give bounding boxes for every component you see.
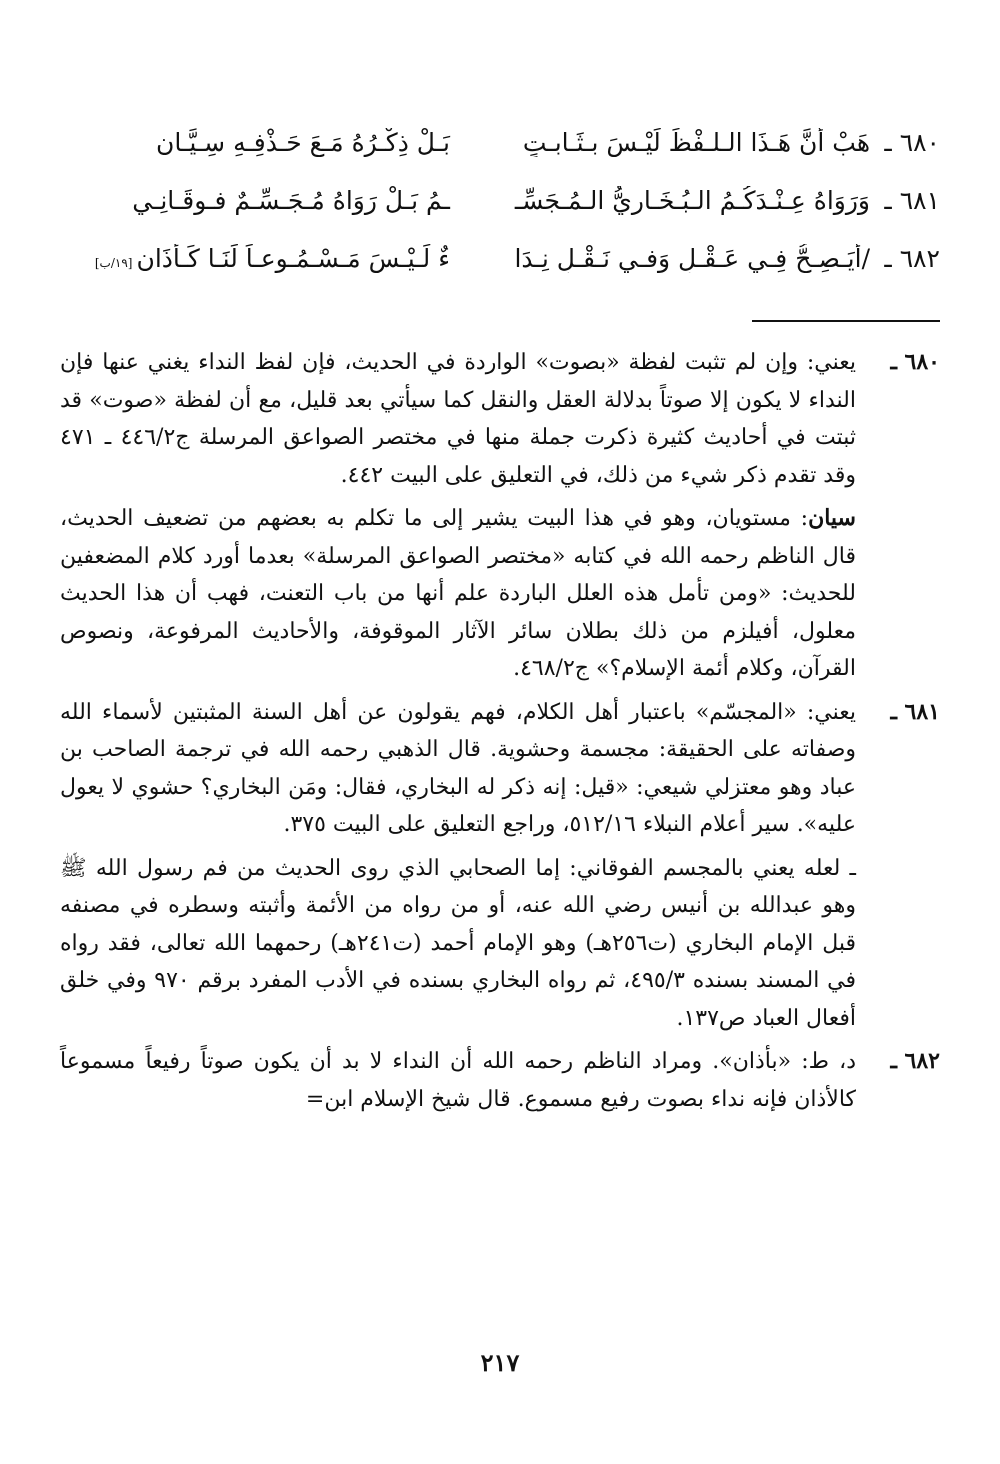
poem-verses	[50, 128, 940, 302]
verse-second-hemistich: ـمُ بَـلْ رَوَاهُ مُـجَـسِّـمٌ فـوقَـانِـي	[132, 186, 450, 215]
note-text: د، ط: «بأذان». ومراد الناظم رحمه الله أن النداء لا بد أن يكون صوتاً رفيعاً مسموعاً كالأذان فإنه نداء بصوت رفيع مسموع. قال شيخ الإسلام ابن=	[60, 1049, 856, 1112]
verse-first-hemistich: وَرَوَاهُ عِـنْـدَكُـمُ الـبُـخَـارِيُّ الـمُـجَسِّـ	[514, 186, 870, 215]
note-number: ٦٨١ ـ	[890, 698, 940, 725]
page-number: ٢١٧	[480, 1348, 520, 1377]
note-number: ٦٨٠ ـ	[890, 349, 940, 375]
verse-680	[50, 128, 940, 186]
verse-682	[50, 244, 940, 302]
verse-second-text: ءٌ لَـيْـسَ مَـسْـمُـوعـاً لَنَـا كَـأذَانِ	[136, 244, 450, 273]
note-paragraph	[60, 694, 856, 844]
note-text: يعني: وإن لم تثبت لفظة «بصوت» الواردة في الحديث، فإن لفظ النداء يغني عنها فإن النداء لا يكون إلا صوتاً بدلالة العقل والنقل كما سيأتي بعد قليل، مع أن لفظة «صوت» قد ثبتت في أحاديث كثيرة ذكرت جملة منها في مختصر الصواعق المرسلة ج٤٤٦/٢ ـ ٤٧١ وقد تقدم ذكر شيء من ذلك، في التعليق على البيت ٤٤٢.	[60, 350, 856, 488]
verse-first-hemistich: هَبْ أنَّ هَـذَا الـلـفْظَ لَيْـسَ بـثَـابـتٍ	[522, 128, 870, 157]
note-paragraph	[60, 850, 856, 1038]
note-682	[60, 1043, 940, 1118]
verse-first-hemistich: /أيَـصِـحُّ فِـي عَـقْـلٍ وَفـي نَـقْـلٍ نِـدَا	[514, 244, 870, 273]
verse-number: ٦٨٠ ـ	[884, 128, 940, 157]
verse-681	[50, 186, 940, 244]
verse-number: ٦٨١ ـ	[884, 186, 940, 215]
verse-number: ٦٨٢ ـ	[884, 244, 940, 273]
verse-second-hemistich: بَـلْ ذِكْـرُهُ مَـعَ حَـذْفِـهِ سِـيَّـانِ	[156, 128, 450, 157]
note-paragraph	[60, 344, 856, 494]
note-text: يعني: «المجسّم» باعتبار أهل الكلام، فهم يقولون عن أهل السنة المثبتين لأسماء الله وصفاته على الحقيقة: مجسمة وحشوية. قال الذهبي رحمه الله في ترجمة الصاحب بن عباد وهو معتزلي شيعي: «قيل: إنه ذكر له البخاري، فقال: ومَن البخاري؟ حشوي لا يعول عليه». سير أعلام النبلاء ٥١٢/١٦، وراجع التعليق على البيت ٣٧٥.	[60, 699, 856, 837]
note-681	[60, 694, 940, 1038]
note-680	[60, 344, 940, 688]
verse-second-hemistich	[50, 244, 510, 273]
commentary-notes	[60, 344, 940, 1124]
note-text: ـ لعله يعني بالمجسم الفوقاني: إما الصحابي الذي روى الحديث من فم رسول الله ﷺ وهو عبدالله بن أنيس رضي الله عنه، أو من رواه من الأئمة وأثبته وسطره في مصنفه قبل الإمام البخاري (ت٢٥٦هـ) وهو الإمام أحمد (ت٢٤١هـ) رحمهما الله تعالى، فقد رواه في المسند بسنده ٤٩٥/٣، ثم رواه البخاري بسنده في الأدب المفرد برقم ٩٧٠ وفي خلق أفعال العباد ص١٣٧.	[60, 855, 857, 1031]
note-number: ٦٨٢ ـ	[890, 1048, 940, 1074]
note-term: سيان	[808, 505, 856, 531]
note-paragraph	[60, 500, 856, 688]
note-text: : مستويان، وهو في هذا البيت يشير إلى ما تكلم به بعضهم من تضعيف الحديث، قال الناظم رحمه الله في كتابه «مختصر الصواعق المرسلة» بعدما أورد كلام المضعفين للحديث: «ومن تأمل هذه العلل الباردة علم أنها من باب التعنت، فهب أن هذا الحديث معلول، أفيلزم من ذلك بطلان سائر الآثار الموقوفة، والأحاديث المرفوعة، ونصوص القرآن، وكلام أئمة الإسلام؟» ج٤٦٨/٢.	[60, 506, 856, 681]
manuscript-folio-marker: [١٩/ب]	[94, 256, 133, 270]
note-paragraph	[60, 1043, 856, 1118]
footnote-divider	[752, 320, 940, 322]
